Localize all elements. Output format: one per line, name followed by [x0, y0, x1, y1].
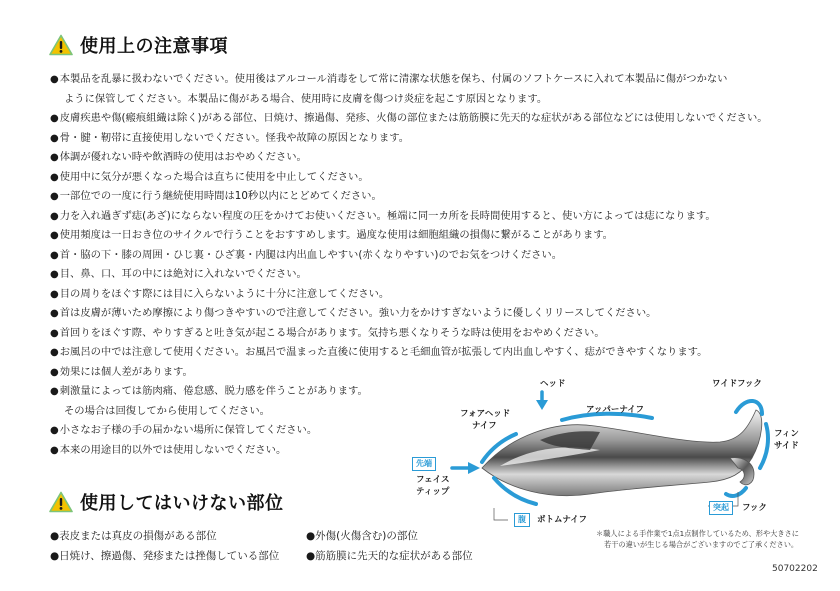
- precaution-text: 首は皮膚が薄いため摩擦により傷つきやすいので注意してください。強い力をかけすぎないように優しくリリースしてください。: [59, 307, 657, 319]
- precaution-item: [50, 343, 810, 363]
- prohibited-item: [50, 547, 279, 567]
- precaution-item: [50, 187, 810, 207]
- prohibited-item: [50, 527, 279, 547]
- precaution-item: [50, 129, 810, 149]
- prohibited-list-left: [50, 527, 279, 566]
- precaution-text: 刺激量によっては筋肉痛、倦怠感、脱力感を伴うことがあります。: [59, 385, 368, 397]
- precaution-text: 首回りをほぐす際、やりすぎると吐き気が起こる場合があります。気持ち悪くなりそうな時は使用をおやめください。: [59, 326, 605, 339]
- precaution-item: [50, 148, 810, 168]
- bullet-icon: ●: [50, 386, 59, 397]
- handmade-note: ＊職人による手作業で1点1点制作しているため、形や大きさに 若干の違いが生じる場合がございますのでご了承ください。: [596, 529, 799, 549]
- label-face-tip: フェイス ティップ: [416, 475, 450, 497]
- bullet-icon: ●: [306, 549, 316, 562]
- prohibited-text: 筋筋膜に先天的な症状がある部位: [315, 549, 473, 562]
- precaution-text: 骨・腱・靭帯に直接使用しないでください。怪我や故障の原因となります。: [59, 131, 410, 144]
- bullet-icon: ●: [50, 530, 60, 542]
- prohibited-title: 使用してはいけない部位: [80, 493, 284, 514]
- precaution-text: 首・脇の下・膝の周囲・ひじ裏・ひざ裏・内腿は内出血しやすい(赤くなりやすい)のでお気をつけください。: [59, 248, 563, 261]
- bullet-icon: ●: [50, 249, 59, 261]
- warning-icon: [49, 34, 73, 56]
- precaution-item: [50, 226, 810, 246]
- precaution-text: 効果には個人差があります。: [59, 365, 193, 378]
- bullet-icon: ●: [306, 530, 316, 542]
- bullet-icon: ●: [50, 347, 59, 358]
- label-wide-hook: ワイドフック: [712, 379, 762, 389]
- bullet-icon: ●: [50, 288, 59, 300]
- precaution-item: [50, 168, 810, 188]
- precaution-item: [50, 109, 810, 129]
- bullet-icon: ●: [50, 171, 59, 183]
- bullet-icon: ●: [50, 113, 59, 124]
- tag-protrusion: 突起: [709, 501, 733, 515]
- bullet-icon: ●: [50, 191, 59, 202]
- label-fin-side: フィン サイド: [774, 429, 799, 451]
- bullet-icon: ●: [50, 366, 59, 378]
- precautions-title: 使用上の注意事項: [80, 36, 228, 57]
- bullet-icon: ●: [50, 425, 59, 436]
- bullet-icon: ●: [50, 444, 59, 456]
- precaution-text: 本製品を乱暴に扱わないでください。使用後はアルコール消毒をして常に清潔な状態を保ち、付属のソフトケースに入れて本製品に傷がつかない: [59, 73, 728, 85]
- prohibited-text: 表皮または真皮の損傷がある部位: [59, 530, 217, 542]
- precaution-text: 一部位での一度に行う継続使用時間は10秒以内にとどめてください。: [59, 190, 382, 202]
- bullet-icon: ●: [50, 327, 59, 339]
- precaution-item: [50, 304, 810, 324]
- precaution-text: その場合は回復してから使用してください。: [64, 404, 270, 417]
- precaution-text: お風呂の中では注意して使用ください。お風呂で温まった直後に使用すると毛細血管が拡張して内出血しやすく、痣ができやすくなります。: [59, 346, 708, 358]
- precaution-text: 力を入れ過ぎず痣(あざ)にならない程度の圧をかけてお使いください。極端に同一カ所を長時間使用すると、使い方によっては痣になります。: [59, 209, 716, 222]
- label-head: ヘッド: [540, 379, 566, 389]
- precautions-heading: [49, 32, 228, 58]
- precaution-item: [50, 70, 810, 109]
- bullet-icon: ●: [50, 132, 59, 144]
- label-fore-head-knife: フォアヘッド ナイフ: [460, 409, 511, 431]
- precaution-item: [50, 285, 810, 305]
- precaution-text: 小さなお子様の手の届かない場所に保管してください。: [59, 424, 318, 436]
- bullet-icon: ●: [50, 74, 59, 85]
- prohibited-text: 日焼け、擦過傷、発疹または挫傷している部位: [59, 549, 280, 562]
- precaution-text: 皮膚疾患や傷(瘢痕組織は除く)がある部位、日焼け、擦過傷、発疹、火傷の部位または筋筋膜に先天的な症状がある部位などには使用しないでください。: [59, 112, 768, 124]
- tag-belly: 腹: [514, 513, 530, 527]
- prohibited-heading: [49, 489, 284, 515]
- bullet-icon: ●: [50, 269, 59, 280]
- precaution-text: 使用頻度は一日おき位のサイクルで行うことをおすすめします。過度な使用は細胞組織の損傷に繋がることがあります。: [59, 229, 613, 241]
- precaution-text: 体調が優れない時や飲酒時の使用はおやめください。: [59, 151, 307, 163]
- precaution-text: ように保管してください。本製品に傷がある場合、使用時に皮膚を傷つけ炎症を起こす原因となります。: [64, 92, 548, 105]
- tag-tip: 先端: [412, 457, 436, 471]
- precaution-text: 目、鼻、口、耳の中には絶対に入れないでください。: [59, 268, 307, 280]
- bullet-icon: ●: [50, 152, 59, 163]
- label-bottom-knife: ボトムナイフ: [537, 515, 587, 525]
- label-upper-knife: アッパーナイフ: [586, 405, 645, 415]
- precaution-item: [50, 246, 810, 266]
- bullet-icon: ●: [50, 210, 59, 222]
- precaution-text: 本来の用途目的以外では使用しないでください。: [59, 443, 287, 456]
- precaution-item: [50, 265, 810, 285]
- bullet-icon: ●: [50, 230, 59, 241]
- precaution-item: [50, 324, 810, 344]
- product-code: 50702202: [772, 564, 818, 574]
- label-hook: フック: [742, 503, 767, 513]
- bullet-icon: ●: [50, 549, 60, 562]
- precaution-text: 使用中に気分が悪くなった場合は直ちに使用を中止してください。: [59, 170, 369, 183]
- bullet-icon: ●: [50, 308, 59, 319]
- precaution-item: [50, 207, 810, 227]
- warning-icon: [49, 491, 73, 513]
- precaution-text: 目の周りをほぐす際には目に入らないように十分に注意してください。: [59, 287, 390, 300]
- prohibited-text: 外傷(火傷含む)の部位: [315, 530, 418, 542]
